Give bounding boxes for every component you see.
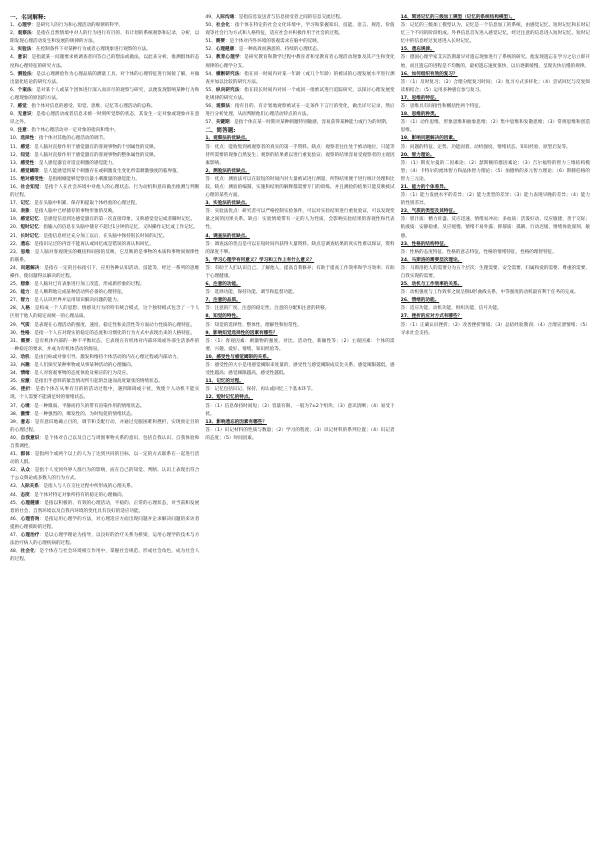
question-heading: 22、气质的类型及其特征。 xyxy=(400,209,458,215)
column-middle xyxy=(205,14,394,842)
definition-entry xyxy=(10,224,199,232)
entry-number: 3、 xyxy=(10,47,18,53)
entry-number: 31、 xyxy=(10,338,21,344)
entry-number: 56、 xyxy=(205,104,216,110)
entry-number: 5、 xyxy=(10,71,18,77)
question-heading: 12、短时记忆的特点。 xyxy=(205,395,254,401)
definition-entry xyxy=(10,103,199,111)
definition-entry xyxy=(205,38,394,46)
entry-text: ：在控制条件下对某种行为或者心理现象进行观察的方法。 xyxy=(31,47,151,53)
question-heading: 4、调查法的优缺点。 xyxy=(205,233,250,239)
entry-number: 28、 xyxy=(10,306,21,312)
entry-text: ：是一种高效而满意的、持续的心理状态。 xyxy=(234,47,322,53)
section-heading: 二、简答题: xyxy=(205,128,236,135)
question-heading: 19、影响问题解决的因素。 xyxy=(400,136,458,142)
column-right xyxy=(401,14,590,842)
entry-number: 1、 xyxy=(10,23,18,29)
entry-term: 感觉记忆 xyxy=(20,217,39,223)
entry-term: 遗忘 xyxy=(20,241,30,247)
entry-number: 46、 xyxy=(10,516,21,522)
entry-term: 测验法 xyxy=(17,71,32,77)
entry-text: ：是个体对特定对象所持有的稳定的心理倾向。 xyxy=(29,492,127,498)
entry-term: 态度 xyxy=(20,492,30,498)
definition-entry xyxy=(10,152,199,160)
entry-number: 52、 xyxy=(205,47,216,53)
entry-text: ：是人能感觉到某个刺激存在或刺激发生变化所需刺激强度的临界值。 xyxy=(38,168,182,174)
section-heading: 一、名词解释: xyxy=(10,15,46,21)
entry-term: 感受性 xyxy=(20,160,35,166)
entry-number: 24、 xyxy=(10,265,21,271)
question-heading: 1、观察法的优缺点。 xyxy=(205,136,250,142)
definition-entry xyxy=(10,411,199,419)
entry-text: ：是在头脑中积累、保存和提取个体经验的心理过程。 xyxy=(29,201,140,207)
definition-entry xyxy=(10,22,199,30)
definition-entry xyxy=(10,322,199,330)
entry-text: ：是人脑对已有表象进行加工改造，形成新形象的过程。 xyxy=(29,282,145,288)
answer-text: 答：德国心理学家艾宾浩斯最早对遗忘现象进行了系统的研究。他发现遗忘在学习之后立即开始，而且遗忘的进程是不均衡的，最初遗忘速度很快，以后逐渐缓慢，呈现先快后慢的规律。 xyxy=(400,55,590,69)
definition-entry xyxy=(10,216,199,224)
entry-term: 想象 xyxy=(20,282,30,288)
definition-entry xyxy=(205,22,394,38)
entry-term: 人际沟通 xyxy=(215,15,235,20)
definition-entry xyxy=(10,135,199,143)
entry-number: 34、 xyxy=(10,371,21,377)
entry-number: 16、 xyxy=(10,184,21,190)
entry-term: 问题解决 xyxy=(20,265,40,271)
entry-term: 纵向研究法 xyxy=(216,87,240,93)
answer-text: 答：问题的特征、定势、功能固着、动机强度、情绪状态、知识经验、原型启发等。 xyxy=(400,144,571,150)
entry-text: ：是有机体内部的一种不平衡状态，它表现在有机体对内部环境或外部生活条件的一种稳定的要求，并成为有机体活动的源泉。 xyxy=(10,338,200,352)
entry-term: 社会知觉 xyxy=(20,184,40,190)
definition-entry xyxy=(10,87,199,103)
entry-text: ：是由目标或对象引导、激发和维持个体活动的内在心理过程或内部动力。 xyxy=(29,354,182,360)
definition-entry xyxy=(10,492,199,500)
definition-entry xyxy=(10,305,199,321)
entry-term: 长时记忆 xyxy=(20,233,39,239)
entry-number: 14、 xyxy=(10,168,21,174)
entry-number: 47、 xyxy=(10,533,21,538)
entry-text: ：指输入的信息在头脑中储存不超过1分钟的记忆，又叫操作记忆或工作记忆。 xyxy=(38,225,198,231)
answer-text: 答：有助于人们认识自己、了解他人，提高自我修养；有助于提高工作效率和学习效率；有助于心理健康。 xyxy=(205,265,395,279)
entry-term: 心理健康 xyxy=(215,47,235,53)
definition-entry xyxy=(10,532,199,548)
entry-text: ：是指人与人在交往过程中所形成的心理关系。 xyxy=(38,484,136,490)
entry-text: ：是指就某一问题要求被调查者回答自己的想法或做法，以此来分析、推测群体的态度和心理特征的研究方法。 xyxy=(10,55,200,69)
definition-entry xyxy=(10,500,199,516)
entry-number: 13、 xyxy=(10,160,21,166)
entry-number: 35、 xyxy=(10,379,21,385)
entry-text: ：指个体心理活动对一定对象的指向和集中。 xyxy=(26,128,119,134)
definition-entry xyxy=(10,71,199,87)
entry-text: ：是指信息发送者与信息接受者之间的信息交流过程。 xyxy=(234,15,345,20)
entry-term: 心理治疗 xyxy=(20,533,40,538)
definition-entry xyxy=(10,330,199,338)
entry-term: 感觉 xyxy=(17,104,27,110)
definition-entry xyxy=(10,265,199,281)
entry-number: 39、 xyxy=(10,419,21,425)
answer-text: 答：（1）及时复习；（2）合理分配复习时间；（3）复习方式多样化；（4）尝试回忆与反复阅读相结合；（5）运用多种感官参与复习。 xyxy=(400,79,590,93)
definition-entry xyxy=(10,176,199,184)
question-heading: 21、能力的个体差异。 xyxy=(400,184,449,190)
entry-term: 无意识 xyxy=(17,112,32,118)
entry-term: 需要 xyxy=(215,39,225,45)
entry-number: 37、 xyxy=(10,403,21,409)
answer-text: 答：（1）客观因素：刺激物的强度、对比、活动性、新颖性等；（2）主观因素：个体的需要、兴趣、爱好、情绪、知识经验等。 xyxy=(205,338,395,352)
entry-term: 社会化 xyxy=(20,549,35,555)
entry-text: ：是一种微弱、平静而持久的带有渲染作用的情绪状态。 xyxy=(29,403,145,409)
entry-text: ：指在较长时间内对同一个或同一批被试进行追踪研究，以探讨心理发展变化规律的研究方法。 xyxy=(205,87,395,101)
answer-text: 答：胆汁质：精力旺盛、反应迅速、情绪易冲动；多血质：活泼好动、反应敏捷、善于交际；粘液质：安静稳重、反应缓慢、情绪不易外露；抑郁质：孤僻、行动迟缓、情绪体验深刻、敏感。 xyxy=(400,217,590,239)
entry-text: ：是人感觉器官对适宜刺激的感觉能力。 xyxy=(34,160,117,166)
entry-number: 19、 xyxy=(10,217,21,223)
definition-entry xyxy=(10,378,199,386)
definition-entry xyxy=(10,370,199,378)
definition-entry xyxy=(10,297,199,305)
entry-term: 表象 xyxy=(20,209,30,215)
entry-term: 个案法 xyxy=(17,87,32,93)
answer-text: 答：马斯洛把人的需要分为五个层次：生理需要、安全需要、归属和爱的需要、尊重的需要、自我实现的需要。 xyxy=(400,265,590,279)
entry-text: ：是指心理活动或者信息未被一时刻所觉察的状态，其发生一定对象或现象并在意识之外。 xyxy=(10,112,200,126)
definition-entry xyxy=(10,548,199,564)
definition-entry xyxy=(205,119,394,127)
entry-number: 21、 xyxy=(10,233,21,239)
entry-number: 36、 xyxy=(10,387,21,393)
entry-text: ：是个体在与社会环境相互作用中，掌握社会规范、形成社会角色，成为社会人的过程。 xyxy=(10,549,200,563)
definition-entry xyxy=(10,168,199,176)
answer-text: 答：（1）信息保持时间短；（2）容量有限，一般为7±2个组块；（3）意识清晰；（4）易受干扰。 xyxy=(205,403,395,417)
entry-number: 57、 xyxy=(205,120,216,126)
entry-number: 41、 xyxy=(10,452,21,458)
answer-text: 答：性格的态度特征、性格的意志特征、性格的情绪特征、性格的理智特征。 xyxy=(400,249,557,255)
question-heading: 15、遗忘规律。 xyxy=(400,47,435,53)
question-heading: 18、思维的种类。 xyxy=(400,112,440,118)
entry-text: ：是指运用心理学的方法，对心理适应方面出现问题并企求解决问题的来访者提供心理援助的过程。 xyxy=(10,516,200,530)
entry-number: 48、 xyxy=(10,549,21,555)
question-heading: 2、测验法的优缺点。 xyxy=(205,168,250,174)
column-left xyxy=(10,14,199,842)
definition-entry xyxy=(205,87,394,103)
answer-text: 答：动机强度与工作效率之间呈倒U形曲线关系，中等强度的动机最有利于任务的完成。 xyxy=(400,290,579,296)
entry-number: 7、 xyxy=(10,104,18,110)
entry-text: ：是一种强烈的、爆发性的、为时短促的情绪状态。 xyxy=(29,411,136,417)
entry-text: ：是个体对自己以及自己与周围事物关系的意识，包括自我认识、自我体验和自我调控。 xyxy=(10,435,200,449)
entry-term: 动机 xyxy=(20,354,30,360)
entry-term: 群体 xyxy=(20,452,31,458)
entry-term: 心理学 xyxy=(17,23,32,29)
answer-text: 答：知觉的选择性、整体性、理解性和恒常性。 xyxy=(205,322,302,328)
entry-term: 注意 xyxy=(17,128,27,134)
entry-term: 实验法 xyxy=(17,47,32,53)
answer-text: 答：记忆包括识记、保持、再认或回忆三个基本环节。 xyxy=(205,387,316,393)
entry-text: ：是表现在心理活动的强度、速度、稳定性和灵活性等方面动力性质的心理特征。 xyxy=(29,322,196,328)
question-heading: 10、感受性与感觉阈限的关系。 xyxy=(205,354,272,360)
definition-entry xyxy=(205,14,394,22)
entry-text: ：是指一个人在对现实的稳定的态度和习惯化的行为方式中表现出来的人格特征。 xyxy=(29,330,196,336)
answer-text: 答：（1）动作思维、形象思维和抽象思维；（2）集中思维和发散思维；（3）常规思维和创造思维。 xyxy=(400,120,590,134)
entry-text: ：指个体在特定的社会文化环境中，学习和掌握知识、技能、语言、规范、价值观等社会行为方式和人格特征，适应社会并积极作用于社会的过程。 xyxy=(205,23,395,37)
definition-entry xyxy=(10,419,199,435)
entry-term: 教育心理学 xyxy=(216,55,240,61)
definition-entry xyxy=(205,46,394,54)
entry-term: 从众 xyxy=(20,468,31,474)
entry-number: 2、 xyxy=(10,31,18,37)
entry-term: 关键期 xyxy=(215,120,230,126)
entry-term: 应激 xyxy=(20,379,30,385)
definition-entry xyxy=(10,362,199,370)
entry-term: 心理健康 xyxy=(20,500,40,506)
entry-term: 心境 xyxy=(20,403,30,409)
question-heading: 13、影响遗忘的因素有哪些？ xyxy=(205,419,267,425)
definition-entry xyxy=(10,483,199,491)
entry-term: 选择性 xyxy=(20,136,35,142)
entry-number: 9、 xyxy=(10,128,18,134)
entry-text: ：是有意识地确立目的，调节和支配行动，并通过克服困难和挫折，实现预定目的的心理过程。 xyxy=(10,419,200,433)
entry-text: ：指个体对信息的感受、知觉、思维、记忆等心理活动的总称。 xyxy=(26,104,156,110)
entry-number: 51、 xyxy=(205,39,216,45)
question-heading: 27、挫折的应对方式有哪些？ xyxy=(400,314,463,320)
entry-number: 32、 xyxy=(10,354,21,360)
entry-text: ：是指在一定的目标指引下，应用各种认知活动、技能等，经过一系列的思维操作，使问题得以解决的过程。 xyxy=(10,265,200,279)
entry-text: ：是研究教育和教学过程中教育者和受教育者心理活动现象及其产生和变化规律的心理学分支。 xyxy=(205,55,395,69)
definition-entry xyxy=(10,386,199,402)
answer-text: 答：（1）能力发展水平的差异；（2）能力类型的差异；（3）能力表现早晚的差异；（4）能力的性别差异。 xyxy=(400,193,590,207)
entry-term: 横断研究法 xyxy=(216,71,240,77)
entry-term: 社会化 xyxy=(216,23,231,29)
entry-term: 意识 xyxy=(17,55,27,61)
entry-number: 54、 xyxy=(205,71,216,77)
definition-entry xyxy=(10,354,199,362)
entry-term: 感觉 xyxy=(20,144,30,150)
entry-term: 激情 xyxy=(20,411,30,417)
entry-text: ：是指个体在从事有目的的活动过程中，遇到障碍或干扰，致使个人动机不能实现、个人需要不能满足时的情绪状态。 xyxy=(10,387,200,401)
entry-number: 12、 xyxy=(10,152,21,158)
entry-term: 人际关系 xyxy=(20,484,39,490)
entry-number: 25、 xyxy=(10,282,21,288)
entry-term: 能力 xyxy=(20,290,30,296)
definition-entry xyxy=(10,233,199,241)
definition-entry xyxy=(205,54,394,70)
entry-number: 43、 xyxy=(10,484,21,490)
entry-term: 气质 xyxy=(20,322,30,328)
entry-number: 40、 xyxy=(10,435,21,441)
answer-text: 答：实验法优点：研究者可以严格控制实验条件，可以对实验结果进行重复验证，可以发现变量之间的因果关系。缺点：实验情境带有一定的人为性质，会影响实验结果的客观性和代表性。 xyxy=(205,209,395,231)
entry-number: 17、 xyxy=(10,201,21,207)
entry-number: 38、 xyxy=(10,411,21,417)
question-heading: 5、学习心理学有何意义？学习和工作上有什么意义？ xyxy=(205,257,315,263)
question-heading: 11、记忆的过程。 xyxy=(205,379,244,385)
entry-text: ：是指两个或两个以上的人为了达到共同的目标，以一定的方式联系在一起进行活动的人群。 xyxy=(10,452,200,466)
entry-text: ：是以心理测验作为心理品质的测量工具，对个体的心理特征进行间接了解，并做出量化结论的研究方法。 xyxy=(10,71,200,85)
entry-term: 需要 xyxy=(20,338,31,344)
entry-term: 兴趣 xyxy=(20,363,30,369)
definition-entry xyxy=(10,160,199,168)
entry-text: ：是指在自然情境中对人的行为进行有目的、有计划的系统观察和记录，分析，以期发现心理活动发生和发展的规律的方法。 xyxy=(10,31,200,45)
entry-term: 人格 xyxy=(20,306,31,312)
entry-text: ：是人脑对客观现实的概括和间接的反映，它反映的是事物的本质和事物间规律性的联系。 xyxy=(10,249,200,263)
entry-text: ：是人认识世界并运用知识解决问题的能力。 xyxy=(29,298,122,304)
definition-entry xyxy=(205,71,394,87)
definition-entry xyxy=(10,30,199,46)
entry-number: 29、 xyxy=(10,322,21,328)
question-heading: 9、影响知觉选择性的因素有哪些？ xyxy=(205,330,278,336)
entry-term: 观察法 xyxy=(216,104,231,110)
entry-text: ：指有目的、有计划地观察被试在一定条件下言行的变化，做出详尽记录，然后进行分析处理，从而判断他们心理活动特点的方法。 xyxy=(205,104,395,118)
entry-text: ：是指人脑中已经储存的事物形象的反映。 xyxy=(29,209,117,215)
question-heading: 8、知觉的特性。 xyxy=(205,314,241,320)
answer-text: 答：注意的广度、注意的稳定性、注意的分配和注意的转移。 xyxy=(205,306,330,312)
entry-term: 短时记忆 xyxy=(20,225,39,231)
definition-entry xyxy=(10,289,199,297)
entry-term: 记忆 xyxy=(20,201,30,207)
entry-number: 26、 xyxy=(10,290,21,296)
entry-number: 23、 xyxy=(10,249,21,255)
entry-term: 心理咨询 xyxy=(20,516,40,522)
definition-entry xyxy=(10,467,199,483)
definition-entry xyxy=(10,200,199,208)
entry-number: 45、 xyxy=(10,500,21,506)
entry-text: ：指个体对其他的心理活动的调节。 xyxy=(34,136,108,142)
definition-entry xyxy=(10,46,199,54)
entry-term: 智力 xyxy=(20,298,30,304)
question-heading: 6、注意的功能。 xyxy=(205,282,241,288)
definition-entry xyxy=(10,451,199,467)
entry-term: 挫折 xyxy=(20,387,31,393)
entry-text: ：是以心理学理论为指导，以良好的治疗关系为桥梁，运用心理学的技术与方法治疗病人的心理疾病的过程。 xyxy=(10,533,200,547)
entry-number: 27、 xyxy=(10,298,21,304)
entry-term: 观察法 xyxy=(17,31,32,37)
question-heading: 14、简述记忆的三级加工模型（记忆的系统结构模型）。 xyxy=(400,15,516,20)
question-heading: 16、如何组织有效的复习？ xyxy=(400,71,458,77)
question-heading: 24、马斯洛的需要层次理论。 xyxy=(400,257,463,263)
question-heading: 25、动机与工作效率的关系。 xyxy=(400,282,463,288)
entry-text: ：是人对客观事物的态度体验及相应的行为反应。 xyxy=(29,371,131,377)
definition-entry xyxy=(10,516,199,532)
answer-text: 答：感受性的大小是用感觉阈限来度量的，感受性与感觉阈限成反比关系。感觉阈限越低，感受性越高；感觉阈限越高，感受性越低。 xyxy=(205,363,395,377)
entry-text: ：是对某个人或某个团体进行深入而详尽的观察与研究，以便发现影响某种行为和心理现象的原因的方法。 xyxy=(10,87,200,101)
entry-term: 意志 xyxy=(20,419,31,425)
entry-number: 8、 xyxy=(10,112,18,118)
entry-text: ：指在同一时间内对某一年龄（或几个年龄）的被试的心理发展水平进行测查并加以比较的研究方法。 xyxy=(205,71,395,85)
question-heading: 7、注意的品质。 xyxy=(205,298,241,304)
question-heading: 3、实验法的优缺点。 xyxy=(205,201,250,207)
definition-entry xyxy=(10,144,199,152)
definition-entry xyxy=(10,249,199,265)
entry-number: 11、 xyxy=(10,144,21,150)
entry-number: 20、 xyxy=(10,225,21,231)
entry-text: ：是指以积极的、有效的心理活动，平稳的、正常的心理状态，对当前和发展着的社会、自然环境以及自我内环境的变化具有良好的适应功能。 xyxy=(10,500,200,514)
entry-number: 55、 xyxy=(205,87,216,93)
entry-term: 感觉阈限 xyxy=(20,168,39,174)
entry-text: ：是指识记过的内容不能再认或回忆或是错误的再认和回忆。 xyxy=(29,241,154,247)
answer-text: 答：优点：能收集到被观察者的真实的第一手资料。缺点：观察者往往处于被动地位，只能等待所需要的现象自然发生；观察的结果难以进行重复验证；观察的结果容易受观察者的主观因素影响。 xyxy=(205,144,395,166)
definition-entry xyxy=(10,184,199,200)
definition-entry xyxy=(10,54,199,70)
entry-term: 情绪 xyxy=(20,371,30,377)
answer-text: 答：选择功能、保持功能、调节和监督功能。 xyxy=(205,290,298,296)
definition-entry xyxy=(10,111,199,127)
answer-text: 答：（1）正确认识挫折；（2）改善挫折情境；（3）总结经验教训；（4）合理宣泄情绪；（5）寻求社会支持。 xyxy=(400,322,590,336)
entry-text: ：是人顺利地完成某种活动所必备的心理特征。 xyxy=(29,290,127,296)
entry-text: ：是感觉信息到达感觉器官的第一次直接印象。又称感觉登记或者瞬时记忆。 xyxy=(38,217,196,223)
definition-entry xyxy=(10,208,199,216)
definition-entry xyxy=(205,103,394,119)
answer-text: 答：调查法的优点是可以在短时间内获得大量资料。缺点是调查结果的真实性难以保证，资料的深度不够。 xyxy=(205,241,395,255)
entry-number: 22、 xyxy=(10,241,21,247)
answer-text: 答：（1）斯皮尔曼的二因素论；（2）瑟斯顿的群因素论；（3）吉尔福特的智力三维结构模型；（4）卡特尔的流体智力和晶体智力理论；（5）加德纳的多元智力理论；（6）斯滕伯格的智力三元论。 xyxy=(400,160,590,182)
question-heading: 20、智力理论。 xyxy=(400,152,435,158)
entry-number: 6、 xyxy=(10,87,18,93)
question-heading: 23、性格的结构特征。 xyxy=(400,241,449,247)
definition-entry xyxy=(10,241,199,249)
entry-text: ：是人脑对直接作用于感觉器官的客观事物的个别属性的反映。 xyxy=(29,144,159,150)
entry-term: 性格 xyxy=(20,330,30,336)
entry-number: 44、 xyxy=(10,492,21,498)
entry-text: ：是指个体在某一时期对某种刺激特别敏感，容易获得某种能力或行为的时期。 xyxy=(229,120,391,126)
entry-text: ：是指信息经过充分加工以后，在头脑中保持很长时间的记忆。 xyxy=(38,233,168,239)
definition-entry xyxy=(10,281,199,289)
entry-term: 知觉 xyxy=(20,152,30,158)
entry-text: ：是人们探究某种事物或从事某种活动的心理倾向。 xyxy=(29,363,136,369)
definition-entry xyxy=(10,127,199,135)
question-heading: 26、情绪的功能。 xyxy=(400,298,440,304)
entry-number: 18、 xyxy=(10,209,21,215)
entry-number: 42、 xyxy=(10,468,21,474)
question-heading: 17、思维的特征。 xyxy=(400,95,440,101)
entry-text: ：是人脑对直接作用于感觉器官的客观事物的整体属性的反映。 xyxy=(29,152,159,158)
answer-text: 答：思维具有间接性和概括性两个特征。 xyxy=(400,104,484,110)
entry-text: ：是指出乎意料的紧急情况所引起的急速而高度紧张的情绪状态。 xyxy=(29,379,163,385)
entry-text: ：是指个人在社会环境中对他人的心理状态、行为动机和意向做出推测与判断的过程。 xyxy=(10,184,200,199)
entry-number: 33、 xyxy=(10,363,21,369)
entry-text: ：是研究人的行为和心理活动的规律的科学。 xyxy=(31,23,124,29)
entry-term: 自我意识 xyxy=(20,435,40,441)
entry-term: 绝对感受性 xyxy=(20,176,44,182)
entry-text: ：是构成一个人的思想、情感及行为的特有统合模式，这个独特模式包含了一个人区别于他人的稳定而统一的心理品质。 xyxy=(10,306,200,320)
answer-text: 答：记忆的三级加工模型认为，记忆是一个信息加工的系统，由感觉记忆、短时记忆和长时记忆三个不同的阶段组成。外界信息首先进入感觉记忆，经过注意的信息进入短时记忆，短时记忆中的信息经过复述进入长时记忆。 xyxy=(400,23,590,45)
definition-entry xyxy=(10,403,199,411)
definition-entry xyxy=(10,338,199,354)
answer-text: 答：优点：测验法可以在较短的时间内对大量被试进行测量，所得结果便于进行统计处理和比较。缺点：测验的编制、实施和结果的解释都需要专门的训练，并且测验的结果只能反映被试心理的某些方面。 xyxy=(205,176,395,199)
entry-number: 15、 xyxy=(10,176,21,182)
entry-number: 4、 xyxy=(10,55,18,61)
entry-number: 49、 xyxy=(205,15,216,20)
entry-text: ：是指刚刚能够觉察出最小刺激量的感觉能力。 xyxy=(43,176,140,182)
entry-number: 10、 xyxy=(10,136,21,142)
entry-text: ：是指个人受到外界人群行为的影响，而在自己的知觉、判断、认识上表现出符合于公众舆论或多数人的行为方式。 xyxy=(10,468,200,482)
entry-text: ：是个体对内外环境的客观需求在脑中的反映。 xyxy=(224,39,322,45)
definition-entry xyxy=(10,435,199,451)
entry-number: 53、 xyxy=(205,55,216,61)
answer-text: 答：适应功能、动机功能、组织功能、信号功能。 xyxy=(400,306,502,312)
entry-number: 50、 xyxy=(205,23,216,29)
entry-term: 思维 xyxy=(20,249,31,255)
entry-number: 30、 xyxy=(10,330,21,336)
answer-text: 答：（1）识记材料的性质与数量；（2）学习的程度；（3）识记材料的系列位置；（4）识记者的态度；（5）时间因素。 xyxy=(205,427,395,441)
